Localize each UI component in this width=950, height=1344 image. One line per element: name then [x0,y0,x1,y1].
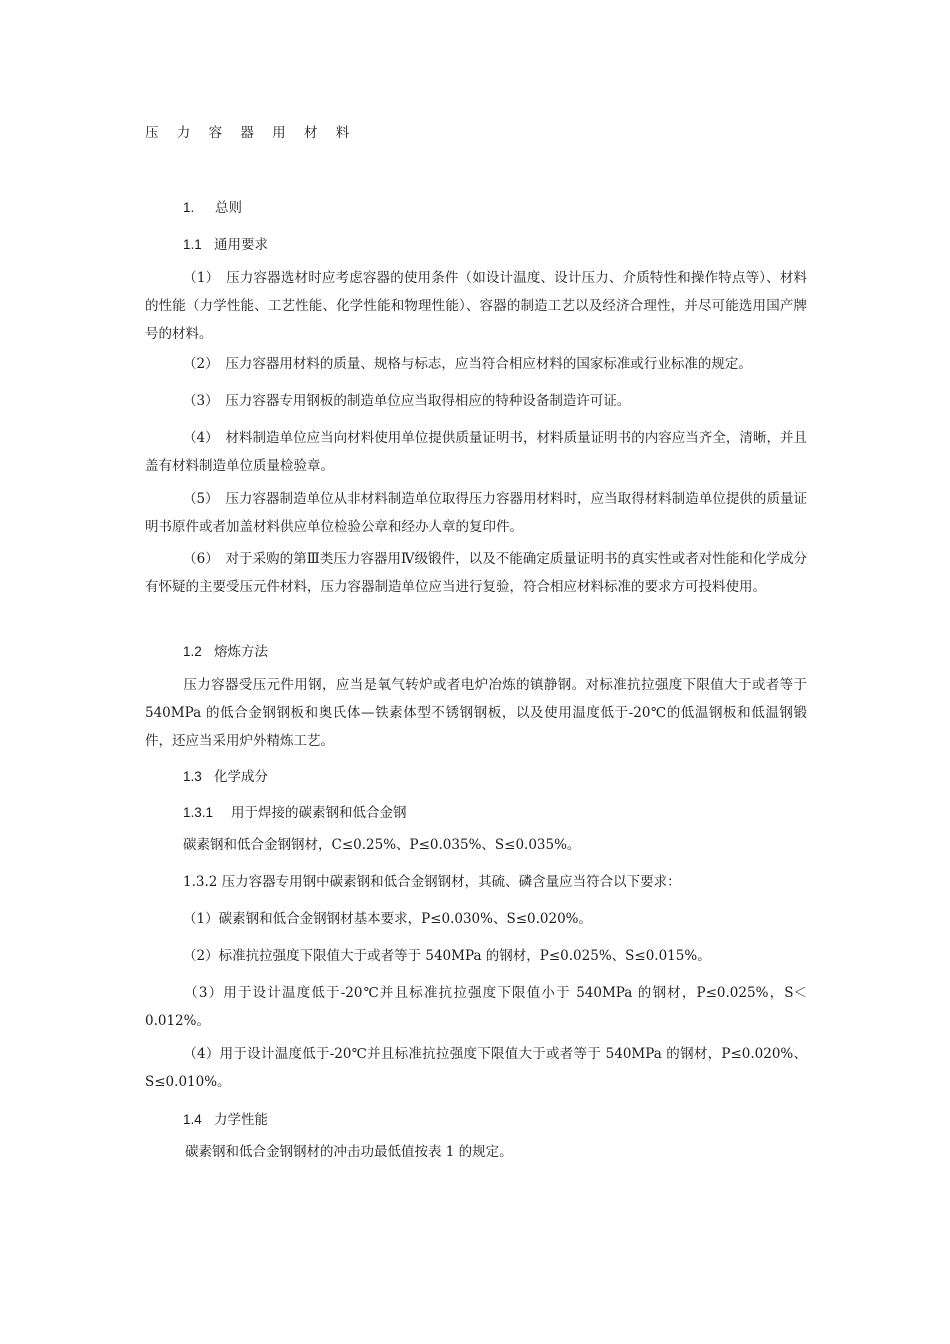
section-heading-1-3 [183,765,268,785]
section-heading-1-4 [183,1108,268,1128]
paragraph-sp-requirement-3 [145,979,807,1035]
paragraph-requirement-5 [145,485,807,541]
paragraph-text: （2） 压力容器用材料的质量、规格与标志，应当符合相应材料的国家标准或行业标准的规定。 [183,356,752,372]
paragraph-smelting [145,671,807,755]
section-heading-1-2 [183,640,268,660]
paragraph-requirement-2 [145,350,807,378]
section-number: 1.2 [183,644,202,659]
paragraph-text: （1） 压力容器选材时应考虑容器的使用条件（如设计温度、设计压力、介质特性和操作特点等）、材料的性能（力学性能、工艺性能、化学性能和物理性能）、容器的制造工艺以及经济合理性，并尽可能选用国产牌号的材料。 [145,270,807,342]
paragraph-text: （1）碳素钢和低合金钢钢材基本要求，P≤0.030%、S≤0.020%。 [183,911,592,927]
paragraph-text: （4） 材料制造单位应当向材料使用单位提供质量证明书，材料质量证明书的内容应当齐全，清晰，并且盖有材料制造单位质量检验章。 [145,430,807,474]
paragraph-sp-requirement-4 [145,1040,807,1096]
section-label: 总则 [215,200,242,216]
paragraph-requirement-6 [145,545,807,601]
section-heading-1-3-1 [183,801,407,821]
paragraph-impact-energy [145,1138,807,1166]
paragraph-text: 1.3.2 压力容器专用钢中碳素钢和低合金钢钢材，其硫、磷含量应当符合以下要求： [183,874,681,890]
section-label: 通用要求 [214,237,268,253]
paragraph-carbon-steel [145,831,807,859]
paragraph-requirement-1 [145,264,807,348]
section-number: 1.3 [183,769,202,784]
section-label: 力学性能 [214,1112,268,1128]
paragraph-text: （4）用于设计温度低于-20℃并且标准抗拉强度下限值大于或者等于 540MPa 的钢材，P≤0.020%、S≤0.010%。 [145,1046,807,1090]
paragraph-1-3-2 [145,868,807,896]
paragraph-text: （6） 对于采购的第Ⅲ类压力容器用Ⅳ级锻件，以及不能确定质量证明书的真实性或者对性能和化学成分有怀疑的主要受压元件材料，压力容器制造单位应当进行复验，符合相应材料标准的要求方可投料使用。 [145,551,807,595]
paragraph-requirement-4 [145,424,807,480]
paragraph-text: （3）用于设计温度低于-20℃并且标准抗拉强度下限值小于 540MPa 的钢材，P≤0.025%，S＜0.012%。 [145,985,807,1029]
paragraph-text: （3） 压力容器专用钢板的制造单位应当取得相应的特种设备制造许可证。 [183,393,631,409]
section-label: 熔炼方法 [214,644,268,660]
section-label: 化学成分 [214,769,268,785]
paragraph-sp-requirement-2 [145,942,807,970]
section-number: 1.3.1 [183,805,214,820]
section-number: 1.1 [183,237,202,252]
section-heading-1-1 [183,233,268,253]
section-number: 1.4 [183,1112,202,1127]
paragraph-text: （5） 压力容器制造单位从非材料制造单位取得压力容器用材料时，应当取得材料制造单位提供的质量证明书原件或者加盖材料供应单位检验公章和经办人章的复印件。 [145,491,807,535]
section-number: 1. [183,200,195,215]
paragraph-text: 碳素钢和低合金钢钢材的冲击功最低值按表 1 的规定。 [185,1144,513,1160]
section-heading-1 [183,196,242,216]
paragraph-text: 压力容器受压元件用钢，应当是氧气转炉或者电炉冶炼的镇静钢。对标准抗拉强度下限值大于或者等于 540MPa 的低合金钢钢板和奥氏体—铁素体型不锈钢钢板，以及使用温度低于-20℃的低温钢板和低温钢锻件，还应当采用炉外精炼工艺。 [145,677,807,749]
section-label: 用于焊接的碳素钢和低合金钢 [231,805,407,821]
document-title: 压 力 容 器 用 材 料 [145,125,357,141]
paragraph-text: 碳素钢和低合金钢钢材，C≤0.25%、P≤0.035%、S≤0.035%。 [183,837,581,853]
paragraph-text: （2）标准抗拉强度下限值大于或者等于 540MPa 的钢材，P≤0.025%、S≤0.015%。 [183,948,711,964]
paragraph-requirement-3 [145,387,807,415]
paragraph-sp-requirement-1 [145,905,807,933]
